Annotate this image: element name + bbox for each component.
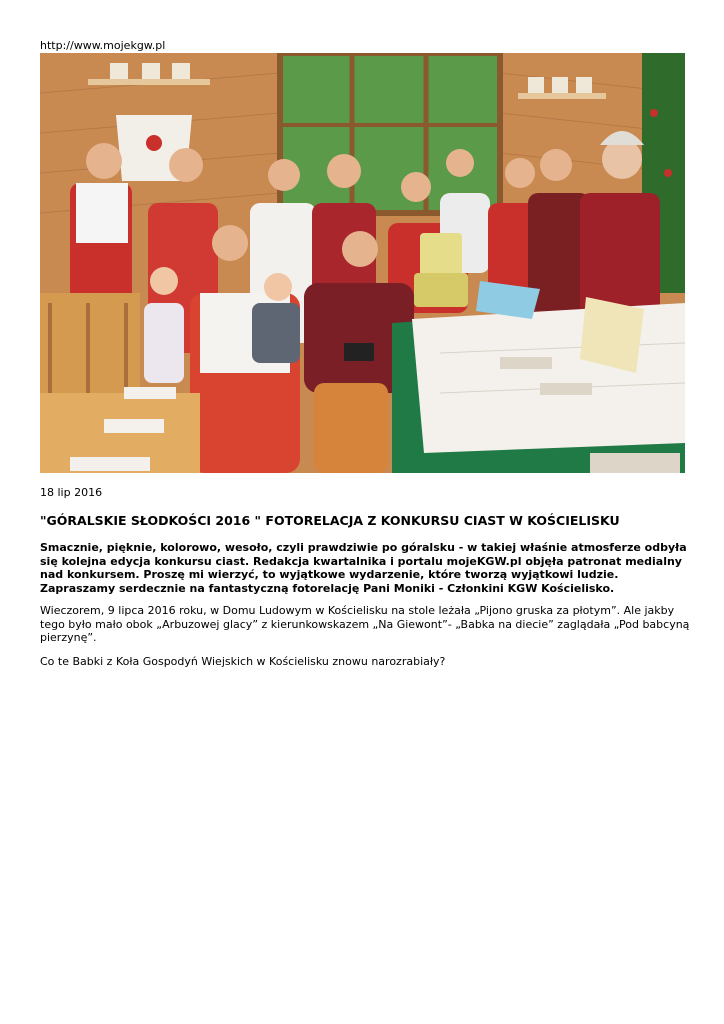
article-paragraph: Wieczorem, 9 lipca 2016 roku, w Domu Ludowym w Kościelisku na stole leżała „Pijono gruska za płotym”. Ale jakby tego było mało obok „Arbuzowej glacy” z kierunkowskazem „Na Giewont”- „Babka na diecie” zaglądała „Pod babcyną pierzynę”. (40, 604, 690, 644)
article-title: "GÓRALSKIE SŁODKOŚCI 2016 " FOTORELACJA Z KONKURSU CIAST W KOŚCIELISKU (40, 513, 620, 528)
page-url: http://www.mojekgw.pl (40, 39, 166, 52)
article-paragraph: Co te Babki z Koła Gospodyń Wiejskich w Kościelisku znowu narozrabiały? (40, 655, 446, 668)
article-date: 18 lip 2016 (40, 486, 103, 499)
article-lead: Smacznie, pięknie, kolorowo, wesoło, czyli prawdziwie po góralsku - w takiej właśnie atmosferze odbyła się kolejna edycja konkursu ciast. Redakcja kwartalnika i portalu mojeKGW.pl objęła patronat medialny nad konkursem. Proszę mi wierzyć, to wyjątkowe wydarzenie, które tworzą wyjątkowi ludzie. Zapraszamy serdecznie na fantastyczną fotorelację Pani Moniki - Członkini KGW Kościelisko. (40, 541, 687, 595)
group-photo (40, 53, 685, 473)
